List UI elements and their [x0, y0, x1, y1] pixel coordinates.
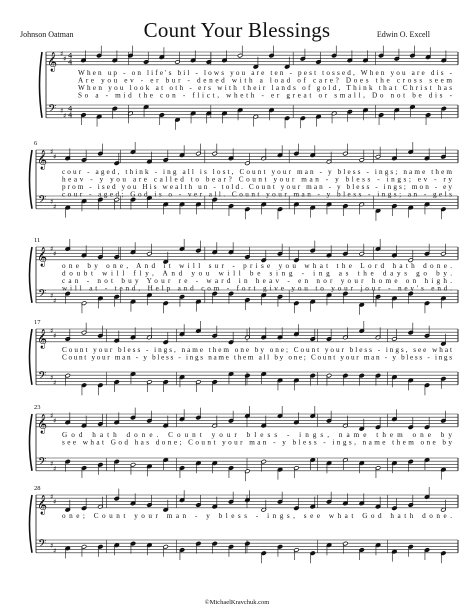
sharp-icon: ♯ — [50, 493, 54, 501]
sharp-icon: ♯ — [53, 250, 57, 258]
system-brace — [30, 247, 33, 303]
sharp-icon: ♯ — [50, 542, 54, 550]
bass-clef-icon: 𝄢 — [48, 103, 57, 118]
lyric-line: Count your man - y bless - ings name them all by one; Count your man - y bless - ings — [62, 353, 453, 362]
sharp-icon: ♯ — [53, 332, 57, 340]
lyric-line: one; Count your man - y bless - ings, see what God hath done. — [62, 512, 453, 520]
bass-clef-icon: 𝄢 — [38, 288, 47, 303]
lyric-line: will at - tend, Help and com - fort give you to your jour - ney's end. — [62, 284, 452, 293]
treble-clef-icon: 𝄞 — [37, 328, 48, 349]
bass-clef-icon: 𝄢 — [38, 538, 47, 553]
lyric-line: cour - aged, think - ing all is lost, Count your man - y bless - ings; name them — [62, 168, 452, 176]
page-title: Count Your Blessings — [143, 18, 331, 42]
sharp-icon: ♯ — [53, 417, 57, 425]
measure-number: 17 — [34, 319, 41, 326]
sharp-icon: ♯ — [60, 50, 64, 58]
system-brace — [30, 329, 33, 385]
system-3 — [30, 237, 459, 315]
lyric-line: cour - aged; God is o - ver all. Count your man - y bless - ings; an - gels — [62, 190, 452, 199]
sharp-icon: ♯ — [50, 460, 54, 468]
sharp-icon: ♯ — [50, 245, 54, 253]
treble-clef-icon: 𝄞 — [37, 246, 48, 267]
system-4 — [30, 319, 459, 395]
system-2 — [30, 140, 459, 221]
sharp-icon: ♯ — [53, 498, 57, 506]
measure-number: 11 — [34, 237, 41, 244]
measure-number: 23 — [34, 404, 41, 411]
lyric-line: doubt will fly, And you will be sing - ing as the days go by. — [62, 269, 453, 278]
system-5 — [30, 404, 459, 481]
time-signature-top: 4 — [68, 52, 73, 60]
sharp-icon: ♯ — [50, 148, 54, 156]
lyric-line: So a - mid the con - flict, wheth - er great or small, Do not be dis - — [78, 91, 452, 100]
time-signature-bottom: 4 — [68, 111, 73, 120]
treble-clef-icon: 𝄞 — [37, 413, 48, 434]
lyric-line: prom - ised you His wealth un - told. Count your man - y bless - ings; mon - ey — [62, 183, 452, 191]
system-1 — [40, 46, 459, 130]
system-brace — [30, 414, 33, 471]
sharp-icon: ♯ — [50, 412, 54, 420]
sharp-icon: ♯ — [63, 55, 67, 63]
lyric-line: When you look at oth - ers with their lands of gold, Think that Christ has — [78, 84, 452, 92]
treble-clef-icon: 𝄞 — [37, 149, 48, 170]
lyric-line: God hath done. Count your bless - ings, name them one by — [62, 431, 452, 439]
treble-clef-icon: 𝄞 — [37, 494, 48, 515]
sharp-icon: ♯ — [60, 107, 64, 115]
sharp-icon: ♯ — [63, 112, 67, 120]
composer-credit: Edwin O. Excell — [376, 30, 430, 39]
sharp-icon: ♯ — [53, 153, 57, 161]
treble-clef-icon: 𝄞 — [47, 51, 58, 72]
sharp-icon: ♯ — [50, 327, 54, 335]
lyric-line: can - not buy Your re - ward in heav - en nor your home on high. — [62, 277, 452, 285]
sharp-icon: ♯ — [50, 374, 54, 382]
lyricist-credit: Johnson Oatman — [20, 30, 74, 39]
sharp-icon: ♯ — [50, 198, 54, 206]
sharp-icon: ♯ — [53, 203, 57, 211]
copyright-footer: ©MichaelKravchuk.com — [204, 599, 270, 606]
measure-number: 6 — [34, 140, 38, 147]
sharp-icon: ♯ — [50, 292, 54, 300]
lyric-line: When up - on life's bil - lows you are ten - pest tossed, When you are dis - — [78, 69, 452, 77]
system-brace — [40, 52, 43, 118]
time-signature-top: 4 — [68, 105, 73, 113]
lyric-line: heav - y you are called to bear? Count your man - y bless - ings; ev - ry — [62, 175, 452, 184]
sharp-icon: ♯ — [53, 297, 57, 305]
lyric-line: Are you ev - er bur - dened with a load of care? Does the cross seem — [78, 76, 452, 85]
bass-clef-icon: 𝄢 — [38, 456, 47, 471]
system-brace — [30, 495, 33, 553]
lyric-line: one by one, And it will sur - prise you what the Lord hath done. — [62, 262, 452, 270]
sharp-icon: ♯ — [53, 547, 57, 555]
lyric-line: see what God has done; Count your man - y bless - ings, name them one by — [62, 438, 452, 447]
measure-number: 28 — [34, 485, 41, 492]
system-brace — [30, 150, 33, 209]
time-signature-bottom: 4 — [68, 58, 73, 67]
bass-clef-icon: 𝄢 — [38, 370, 47, 385]
system-6 — [30, 485, 459, 563]
sharp-icon: ♯ — [53, 379, 57, 387]
sharp-icon: ♯ — [53, 465, 57, 473]
bass-clef-icon: 𝄢 — [38, 194, 47, 209]
lyric-line: Count your bless - ings, name them one by one; Count your bless - ings, see what — [62, 346, 453, 354]
